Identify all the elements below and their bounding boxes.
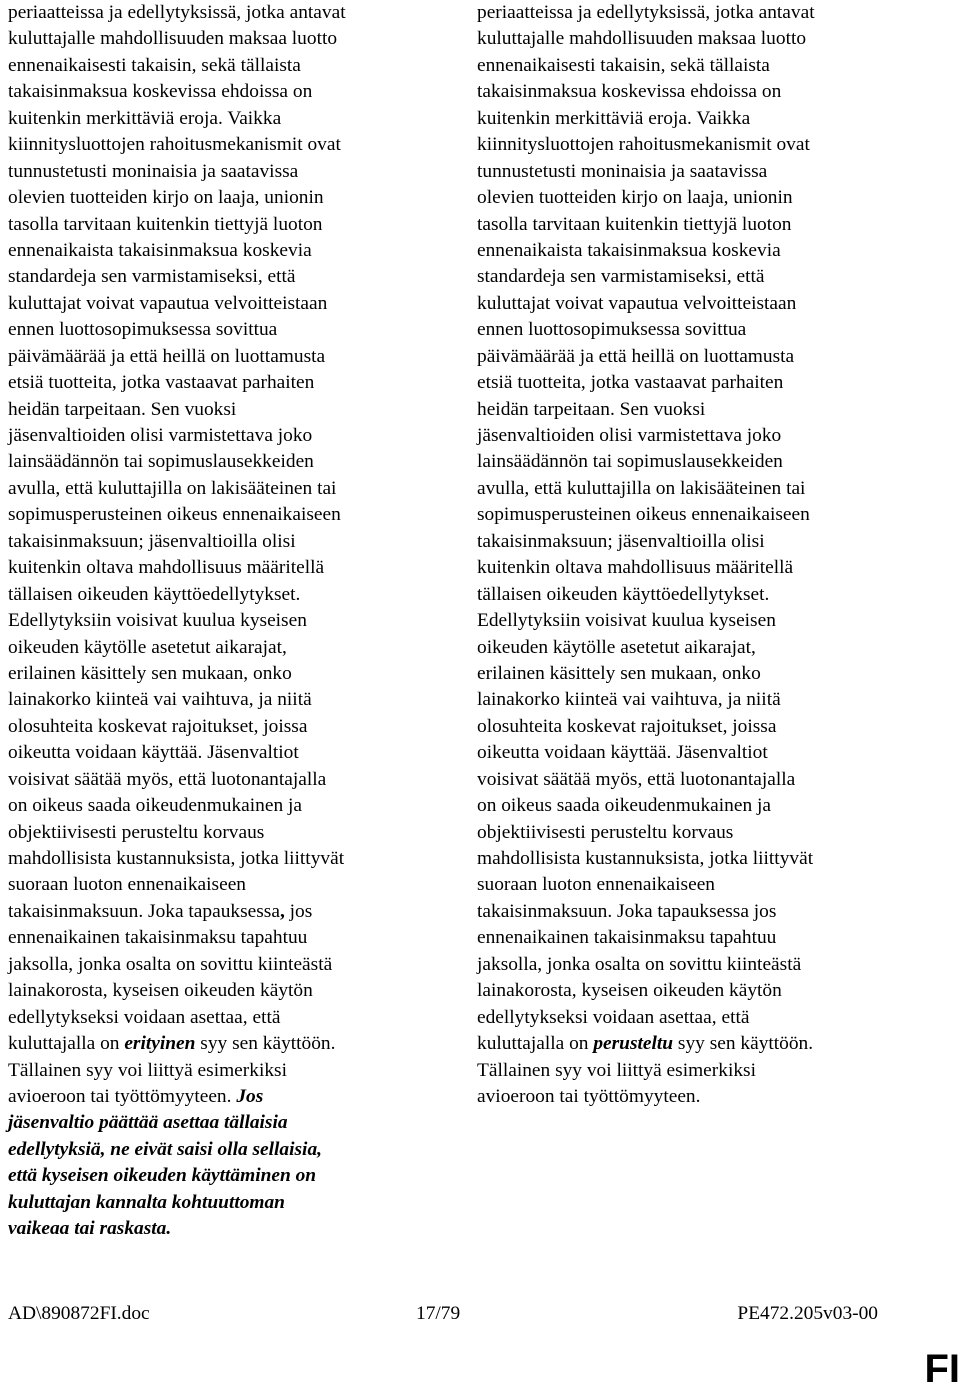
- left-column-line: [8, 132, 478, 158]
- text-segment: kuitenkin merkittäviä eroja. Vaikka: [8, 107, 282, 129]
- text-segment: objektiivisesti perusteltu korvaus: [8, 821, 265, 843]
- text-segment: lainakorko kiinteä vai vaihtuva, ja niitä: [477, 689, 781, 711]
- right-column-line: [477, 370, 947, 396]
- right-column-line: [477, 238, 947, 264]
- text-segment: jäsenvaltioiden olisi varmistettava joko: [477, 425, 782, 446]
- left-column-line: [8, 106, 478, 132]
- text-segment: avulla, että kuluttajilla on lakisääteinen tai: [8, 477, 337, 499]
- left-column-line: [8, 264, 478, 290]
- left-column-line: [8, 1031, 478, 1057]
- text-segment: takaisinmaksuun. Joka tapauksessa: [8, 900, 280, 922]
- right-column-line: [477, 106, 947, 132]
- text-segment: ennenaikaisesti takaisin, sekä tällaista: [477, 54, 770, 76]
- text-segment: sopimusperusteinen oikeus ennenaikaiseen: [8, 504, 341, 526]
- left-column-line: [8, 1216, 478, 1242]
- text-segment: Edellytyksiin voisivat kuulua kyseisen: [8, 610, 307, 632]
- left-column-line: [8, 1084, 478, 1110]
- text-segment: kuitenkin oltava mahdollisuus määritellä: [8, 557, 325, 579]
- text-segment: erilainen käsittely sen mukaan, onko: [8, 662, 292, 684]
- text-segment: syy sen käyttöön.: [195, 1033, 336, 1055]
- text-segment: avioeroon tai työttömyyteen.: [477, 1085, 701, 1107]
- text-segment: jaksolla, jonka osalta on sovittu kiinteästä: [8, 953, 333, 975]
- left-column-line: [8, 53, 478, 79]
- text-segment: takaisinmaksua koskevissa ehdoissa on: [477, 81, 782, 103]
- text-segment: Edellytyksiin voisivat kuulua kyseisen: [477, 610, 776, 632]
- text-segment: oikeutta voidaan käyttää. Jäsenvaltiot: [477, 742, 768, 764]
- left-column-line: [8, 291, 478, 317]
- page-number: 17/79: [416, 1303, 461, 1324]
- text-segment: sopimusperusteinen oikeus ennenaikaiseen: [477, 504, 810, 526]
- right-column-line: [477, 555, 947, 581]
- document-reference: AD\890872FI.doc: [8, 1303, 150, 1324]
- right-column-line: [477, 925, 947, 951]
- text-segment: kuluttajalla on: [8, 1033, 125, 1055]
- right-column-line: [477, 317, 947, 343]
- text-segment: mahdollisista kustannuksista, jotka liittyvät: [477, 848, 814, 869]
- text-segment: avioeroon tai työttömyyteen.: [8, 1085, 237, 1107]
- text-segment: ennenaikainen takaisinmaksu tapahtuu: [477, 927, 777, 949]
- right-column-line: [477, 899, 947, 925]
- right-column: [477, 0, 947, 1110]
- text-segment: Tällainen syy voi liittyä esimerkiksi: [477, 1059, 756, 1081]
- right-column-line: [477, 608, 947, 634]
- emphasized-text: erityinen: [124, 1033, 196, 1055]
- right-column-line: [477, 423, 947, 449]
- left-column-line: [8, 740, 478, 766]
- text-segment: periaatteissa ja edellytyksissä, jotka antavat: [8, 2, 346, 23]
- left-column-line: [8, 872, 478, 898]
- text-segment: voisivat säätää myös, että luotonantajalla: [8, 768, 327, 790]
- right-column-line: [477, 820, 947, 846]
- right-column-line: [477, 26, 947, 52]
- text-segment: on oikeus saada oikeudenmukainen ja: [8, 795, 303, 817]
- right-column-line: [477, 291, 947, 317]
- text-segment: erilainen käsittely sen mukaan, onko: [477, 662, 761, 684]
- text-segment: kuluttajat voivat vapautua velvoitteistaan: [8, 292, 328, 314]
- right-column-line: [477, 502, 947, 528]
- page-footer: [0, 1301, 960, 1327]
- right-column-line: [477, 1084, 947, 1110]
- right-column-line: [477, 132, 947, 158]
- text-segment: kuluttajalla on: [477, 1033, 594, 1055]
- emphasized-text: että kyseisen oikeuden käyttäminen on: [8, 1165, 317, 1187]
- language-code: FI: [924, 1347, 960, 1391]
- text-segment: suoraan luoton ennenaikaiseen: [477, 874, 715, 896]
- right-column-line: [477, 1058, 947, 1084]
- text-segment: edellytykseksi voidaan asettaa, että: [8, 1006, 281, 1028]
- right-column-line: [477, 1005, 947, 1031]
- right-column-line: [477, 397, 947, 423]
- left-column-line: [8, 846, 478, 872]
- text-segment: ennenaikainen takaisinmaksu tapahtuu: [8, 927, 308, 949]
- right-column-line: [477, 740, 947, 766]
- text-segment: oikeuden käytölle asetetut aikarajat,: [8, 636, 287, 658]
- left-column-line: [8, 79, 478, 105]
- text-segment: heidän tarpeitaan. Sen vuoksi: [8, 398, 237, 420]
- right-column-line: [477, 159, 947, 185]
- right-column-line: [477, 582, 947, 608]
- left-column-line: [8, 185, 478, 211]
- text-segment: suoraan luoton ennenaikaiseen: [8, 874, 246, 896]
- text-segment: periaatteissa ja edellytyksissä, jotka antavat: [477, 2, 815, 23]
- text-segment: oikeutta voidaan käyttää. Jäsenvaltiot: [8, 742, 299, 764]
- left-column-line: [8, 0, 478, 26]
- right-column-line: [477, 978, 947, 1004]
- text-segment: tunnustetusti moninaisia ja saatavissa: [8, 160, 299, 182]
- text-segment: lainsäädännön tai sopimuslausekkeiden: [477, 451, 783, 473]
- left-column-line: [8, 1110, 478, 1136]
- text-segment: kuitenkin oltava mahdollisuus määritellä: [477, 557, 794, 579]
- text-segment: olevien tuotteiden kirjo on laaja, unionin: [8, 187, 324, 209]
- text-segment: objektiivisesti perusteltu korvaus: [477, 821, 734, 843]
- left-column-line: [8, 159, 478, 185]
- text-segment: lainakorko kiinteä vai vaihtuva, ja niitä: [8, 689, 312, 711]
- text-segment: ennen luottosopimuksessa sovittua: [8, 319, 278, 341]
- right-column-line: [477, 476, 947, 502]
- left-column-line: [8, 397, 478, 423]
- text-segment: lainakorosta, kyseisen oikeuden käytön: [8, 980, 313, 1002]
- emphasized-text: vaikeaa tai raskasta.: [8, 1218, 172, 1240]
- text-segment: heidän tarpeitaan. Sen vuoksi: [477, 398, 706, 420]
- left-column-line: [8, 793, 478, 819]
- left-column: [8, 0, 478, 1243]
- text-segment: takaisinmaksuun. Joka tapauksessa jos: [477, 900, 777, 922]
- left-column-line: [8, 529, 478, 555]
- left-column-line: [8, 925, 478, 951]
- text-segment: jäsenvaltioiden olisi varmistettava joko: [8, 425, 313, 446]
- left-column-line: [8, 1163, 478, 1189]
- right-column-line: [477, 661, 947, 687]
- text-segment: tällaisen oikeuden käyttöedellytykset.: [477, 583, 770, 605]
- text-segment: ennen luottosopimuksessa sovittua: [477, 319, 747, 341]
- emphasized-text: Jos: [236, 1085, 264, 1107]
- text-segment: Tällainen syy voi liittyä esimerkiksi: [8, 1059, 287, 1081]
- text-segment: kuitenkin merkittäviä eroja. Vaikka: [477, 107, 751, 129]
- text-segment: lainsäädännön tai sopimuslausekkeiden: [8, 451, 314, 473]
- left-column-line: [8, 608, 478, 634]
- pe-reference: PE472.205v03-00: [737, 1303, 878, 1324]
- text-segment: takaisinmaksuun; jäsenvaltioilla olisi: [8, 530, 296, 552]
- left-column-line: [8, 1005, 478, 1031]
- emphasized-text: kuluttajan kannalta kohtuuttoman: [8, 1191, 285, 1213]
- emphasized-text: ,: [279, 900, 285, 922]
- text-segment: syy sen käyttöön.: [673, 1033, 814, 1055]
- text-segment: tällaisen oikeuden käyttöedellytykset.: [8, 583, 301, 605]
- text-segment: olevien tuotteiden kirjo on laaja, unionin: [477, 187, 793, 209]
- left-column-line: [8, 582, 478, 608]
- right-column-line: [477, 767, 947, 793]
- text-segment: ennenaikaista takaisinmaksua koskevia: [8, 239, 312, 261]
- right-column-line: [477, 1031, 947, 1057]
- left-column-line: [8, 238, 478, 264]
- right-column-line: [477, 635, 947, 661]
- right-column-line: [477, 449, 947, 475]
- text-segment: jos: [284, 900, 313, 922]
- text-segment: voisivat säätää myös, että luotonantajalla: [477, 768, 796, 790]
- left-column-line: [8, 370, 478, 396]
- text-segment: on oikeus saada oikeudenmukainen ja: [477, 795, 772, 817]
- left-column-line: [8, 978, 478, 1004]
- left-column-line: [8, 635, 478, 661]
- text-segment: olosuhteita koskevat rajoitukset, joissa: [8, 715, 308, 737]
- left-column-line: [8, 1058, 478, 1084]
- left-column-line: [8, 687, 478, 713]
- text-segment: olosuhteita koskevat rajoitukset, joissa: [477, 715, 777, 737]
- right-column-line: [477, 529, 947, 555]
- left-column-line: [8, 423, 478, 449]
- right-column-line: [477, 264, 947, 290]
- left-column-line: [8, 476, 478, 502]
- text-segment: kuluttajalle mahdollisuuden maksaa luotto: [8, 28, 338, 50]
- right-column-line: [477, 53, 947, 79]
- text-segment: ennenaikaisesti takaisin, sekä tällaista: [8, 54, 301, 76]
- text-segment: kiinnitysluottojen rahoitusmekanismit ovat: [477, 134, 810, 156]
- text-segment: tasolla tarvitaan kuitenkin tiettyjä luoton: [8, 213, 323, 235]
- text-segment: oikeuden käytölle asetetut aikarajat,: [477, 636, 756, 658]
- left-column-line: [8, 661, 478, 687]
- left-column-line: [8, 767, 478, 793]
- right-column-line: [477, 872, 947, 898]
- left-column-line: [8, 555, 478, 581]
- text-segment: standardeja sen varmistamiseksi, että: [8, 266, 296, 288]
- right-column-line: [477, 846, 947, 872]
- right-column-line: [477, 212, 947, 238]
- left-column-line: [8, 952, 478, 978]
- text-segment: edellytykseksi voidaan asettaa, että: [477, 1006, 750, 1028]
- text-segment: takaisinmaksuun; jäsenvaltioilla olisi: [477, 530, 765, 552]
- text-segment: kiinnitysluottojen rahoitusmekanismit ovat: [8, 134, 341, 156]
- right-column-line: [477, 793, 947, 819]
- emphasized-text: jäsenvaltio päättää asettaa tällaisia: [8, 1112, 288, 1134]
- right-column-line: [477, 952, 947, 978]
- left-column-line: [8, 1190, 478, 1216]
- emphasized-text: perusteltu: [593, 1033, 674, 1055]
- left-column-line: [8, 449, 478, 475]
- text-segment: kuluttajat voivat vapautua velvoitteistaan: [477, 292, 797, 314]
- text-segment: etsiä tuotteita, jotka vastaavat parhaiten: [8, 372, 315, 394]
- text-segment: kuluttajalle mahdollisuuden maksaa luotto: [477, 28, 807, 50]
- text-segment: avulla, että kuluttajilla on lakisääteinen tai: [477, 477, 806, 499]
- text-segment: tasolla tarvitaan kuitenkin tiettyjä luoton: [477, 213, 792, 235]
- right-column-line: [477, 714, 947, 740]
- left-column-line: [8, 502, 478, 528]
- right-column-line: [477, 79, 947, 105]
- left-column-line: [8, 714, 478, 740]
- emphasized-text: edellytyksiä, ne eivät saisi olla sellaisia,: [8, 1138, 322, 1160]
- text-segment: päivämäärää ja että heillä on luottamusta: [8, 345, 326, 367]
- right-column-line: [477, 687, 947, 713]
- left-column-line: [8, 317, 478, 343]
- right-column-line: [477, 0, 947, 26]
- text-segment: standardeja sen varmistamiseksi, että: [477, 266, 765, 288]
- text-segment: tunnustetusti moninaisia ja saatavissa: [477, 160, 768, 182]
- left-column-line: [8, 212, 478, 238]
- left-column-line: [8, 344, 478, 370]
- left-column-line: [8, 26, 478, 52]
- text-segment: ennenaikaista takaisinmaksua koskevia: [477, 239, 781, 261]
- text-segment: etsiä tuotteita, jotka vastaavat parhaiten: [477, 372, 784, 394]
- text-segment: päivämäärää ja että heillä on luottamusta: [477, 345, 795, 367]
- text-segment: takaisinmaksua koskevissa ehdoissa on: [8, 81, 313, 103]
- right-column-line: [477, 344, 947, 370]
- left-column-line: [8, 899, 478, 925]
- text-segment: mahdollisista kustannuksista, jotka liittyvät: [8, 848, 345, 869]
- text-segment: jaksolla, jonka osalta on sovittu kiinteästä: [477, 953, 802, 975]
- right-column-line: [477, 185, 947, 211]
- left-column-line: [8, 1137, 478, 1163]
- text-segment: lainakorosta, kyseisen oikeuden käytön: [477, 980, 782, 1002]
- left-column-line: [8, 820, 478, 846]
